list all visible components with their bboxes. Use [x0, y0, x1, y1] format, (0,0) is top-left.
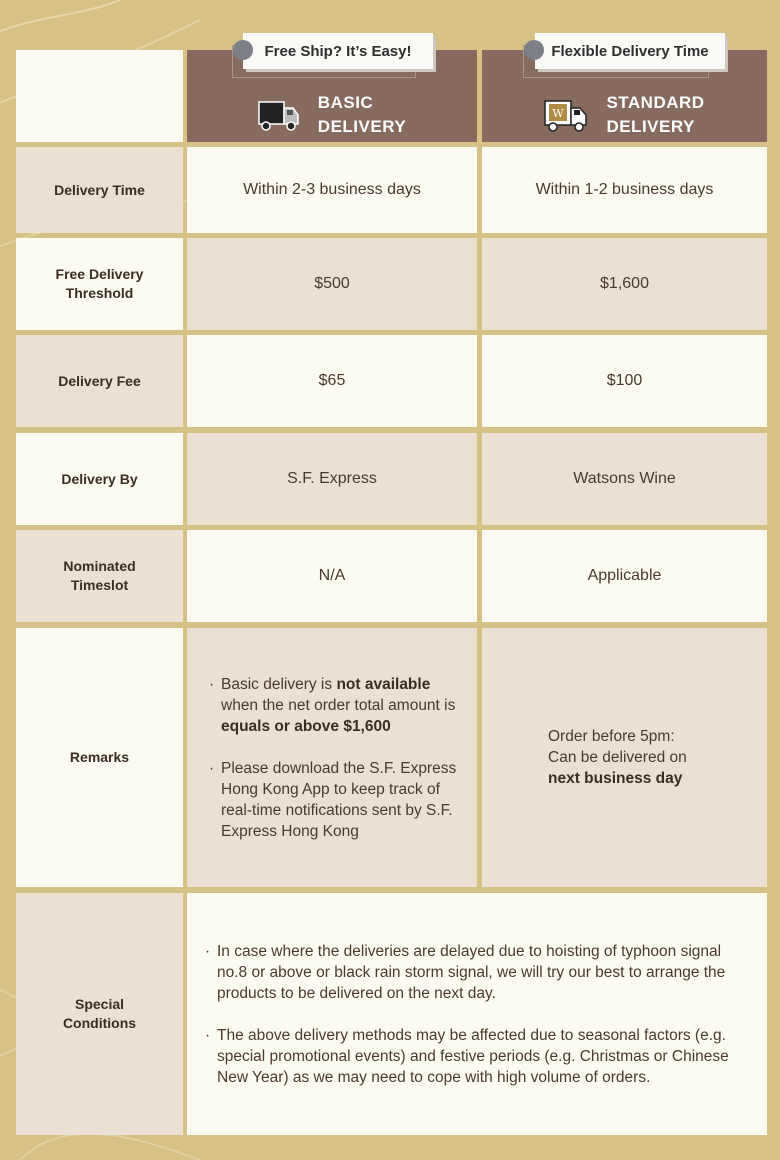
delivery-by-standard: Watsons Wine: [482, 433, 767, 525]
corner-empty-cell: [16, 50, 183, 142]
threshold-standard: $1,600: [482, 238, 767, 330]
threshold-label: Free Delivery Threshold: [16, 238, 183, 330]
delivery-fee-label: Delivery Fee: [16, 335, 183, 427]
basic-delivery-title: BASIC DELIVERY: [317, 93, 407, 136]
delivery-time-standard: Within 1-2 business days: [482, 147, 767, 233]
standard-tag: Flexible Delivery Time: [535, 33, 725, 69]
delivery-by-label: Delivery By: [16, 433, 183, 525]
basic-tag: Free Ship? It’s Easy!: [243, 33, 433, 69]
delivery-time-basic: Within 2-3 business days: [187, 147, 477, 233]
timeslot-basic: N/A: [187, 530, 477, 622]
delivery-time-label: Delivery Time: [16, 147, 183, 233]
special-bullet-2: · The above delivery methods may be affected due to seasonal factors (e.g. special promotional events) and festive periods (e.g. Christmas or Chinese New Year) as we may need to cope with high volume of orders.: [205, 1025, 751, 1088]
delivery-fee-basic: $65: [187, 335, 477, 427]
standard-tag-pin-icon: [524, 40, 544, 60]
special-conditions-label: Special Conditions: [16, 893, 183, 1135]
timeslot-label: Nominated Timeslot: [16, 530, 183, 622]
standard-delivery-title: STANDARD DELIVERY: [606, 93, 705, 136]
remarks-label: Remarks: [16, 628, 183, 887]
delivery-by-basic: S.F. Express: [187, 433, 477, 525]
truck-icon: [258, 98, 300, 132]
truck-brand-letter: W: [552, 107, 565, 120]
remarks-basic-bullet-1: · Basic delivery is not available when the net order total amount is equals or above $1,600: [209, 674, 463, 737]
threshold-basic: $500: [187, 238, 477, 330]
delivery-fee-standard: $100: [482, 335, 767, 427]
timeslot-standard: Applicable: [482, 530, 767, 622]
special-bullet-1: · In case where the deliveries are delayed due to hoisting of typhoon signal no.8 or above or black rain storm signal, we will try our best to arrange the products to be delivered on the next day.: [205, 941, 751, 1004]
remarks-basic-bullet-2: · Please download the S.F. Express Hong Kong App to keep track of real-time notifications sent by S.F. Express Hong Kong: [209, 758, 463, 842]
remarks-basic: [187, 628, 477, 887]
branded-truck-icon: [544, 97, 588, 133]
remarks-standard: Order before 5pm: Can be delivered on next business day: [482, 628, 767, 887]
basic-tag-pin-icon: [233, 40, 253, 60]
special-conditions-content: [187, 893, 767, 1135]
